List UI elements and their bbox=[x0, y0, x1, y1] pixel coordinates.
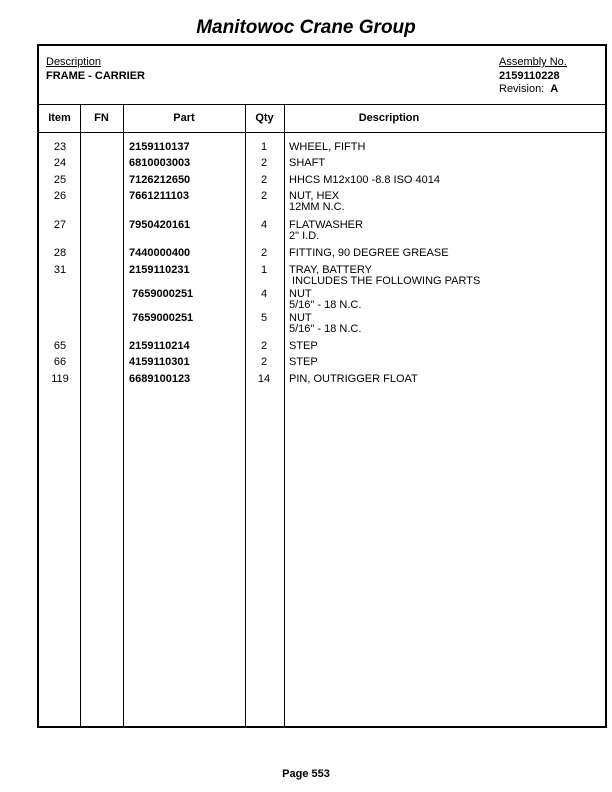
part-number: 6689100123 bbox=[129, 373, 191, 385]
part-number: 2159110137 bbox=[129, 141, 190, 153]
column-header-fn: FN bbox=[94, 112, 109, 124]
part-description: PIN, OUTRIGGER FLOAT bbox=[289, 373, 418, 385]
quantity: 1 bbox=[260, 141, 268, 153]
part-number: 7659000251 bbox=[132, 288, 194, 300]
quantity: 2 bbox=[260, 190, 268, 202]
part-description: WHEEL, FIFTH bbox=[289, 141, 366, 153]
part-description: FLATWASHER 2" I.D. bbox=[289, 219, 363, 242]
item-number: 65 bbox=[53, 340, 67, 352]
part-number: 7440000400 bbox=[129, 247, 191, 259]
part-number: 6810003003 bbox=[129, 157, 191, 169]
item-number: 24 bbox=[53, 157, 67, 169]
quantity: 4 bbox=[260, 219, 268, 231]
quantity: 1 bbox=[260, 264, 268, 276]
assembly-label: Assembly No. bbox=[499, 56, 567, 68]
column-header-part: Part bbox=[173, 112, 195, 124]
revision-value: A bbox=[550, 83, 559, 95]
page-number: Page 553 bbox=[282, 768, 330, 780]
item-number: 23 bbox=[53, 141, 67, 153]
part-description: NUT 5/16" - 18 N.C. bbox=[289, 288, 362, 311]
description-value: FRAME - CARRIER bbox=[46, 70, 145, 82]
item-number: 26 bbox=[53, 190, 67, 202]
part-number: 7950420161 bbox=[129, 219, 191, 231]
quantity: 2 bbox=[260, 356, 268, 368]
quantity: 14 bbox=[257, 373, 271, 385]
quantity: 5 bbox=[260, 312, 268, 324]
column-header-qty: Qty bbox=[255, 112, 274, 124]
part-number: 7661211103 bbox=[129, 190, 189, 202]
quantity: 2 bbox=[260, 340, 268, 352]
part-description: HHCS M12x100 -8.8 ISO 4014 bbox=[289, 174, 441, 186]
part-number: 7126212650 bbox=[129, 174, 191, 186]
column-header-description: Description bbox=[358, 112, 420, 124]
item-number: 27 bbox=[53, 219, 67, 231]
assembly-value: 2159110228 bbox=[499, 70, 560, 82]
part-number: 7659000251 bbox=[132, 312, 194, 324]
document-title: Manitowoc Crane Group bbox=[196, 17, 416, 38]
part-number: 2159110231 bbox=[129, 264, 190, 276]
part-description: SHAFT bbox=[289, 157, 326, 169]
column-divider bbox=[284, 104, 285, 726]
description-label: Description bbox=[46, 56, 102, 68]
part-description: TRAY, BATTERY INCLUDES THE FOLLOWING PARTS bbox=[289, 264, 481, 287]
quantity: 2 bbox=[260, 174, 268, 186]
column-divider bbox=[123, 104, 124, 726]
parts-list-frame bbox=[37, 44, 607, 728]
part-description: STEP bbox=[289, 340, 318, 352]
part-description: FITTING, 90 DEGREE GREASE bbox=[289, 247, 449, 259]
item-number: 31 bbox=[53, 264, 67, 276]
part-description: NUT 5/16" - 18 N.C. bbox=[289, 312, 362, 335]
quantity: 4 bbox=[260, 288, 268, 300]
part-description: NUT, HEX 12MM N.C. bbox=[289, 190, 345, 213]
column-header-item: Item bbox=[48, 112, 71, 124]
revision bbox=[499, 83, 558, 95]
item-number: 25 bbox=[53, 174, 67, 186]
quantity: 2 bbox=[260, 157, 268, 169]
item-number: 66 bbox=[53, 356, 67, 368]
part-number: 4159110301 bbox=[129, 356, 190, 368]
revision-label: Revision: bbox=[499, 83, 545, 95]
part-description: STEP bbox=[289, 356, 318, 368]
quantity: 2 bbox=[260, 247, 268, 259]
item-number: 28 bbox=[53, 247, 67, 259]
item-number: 119 bbox=[51, 373, 69, 385]
part-number: 2159110214 bbox=[129, 340, 190, 352]
